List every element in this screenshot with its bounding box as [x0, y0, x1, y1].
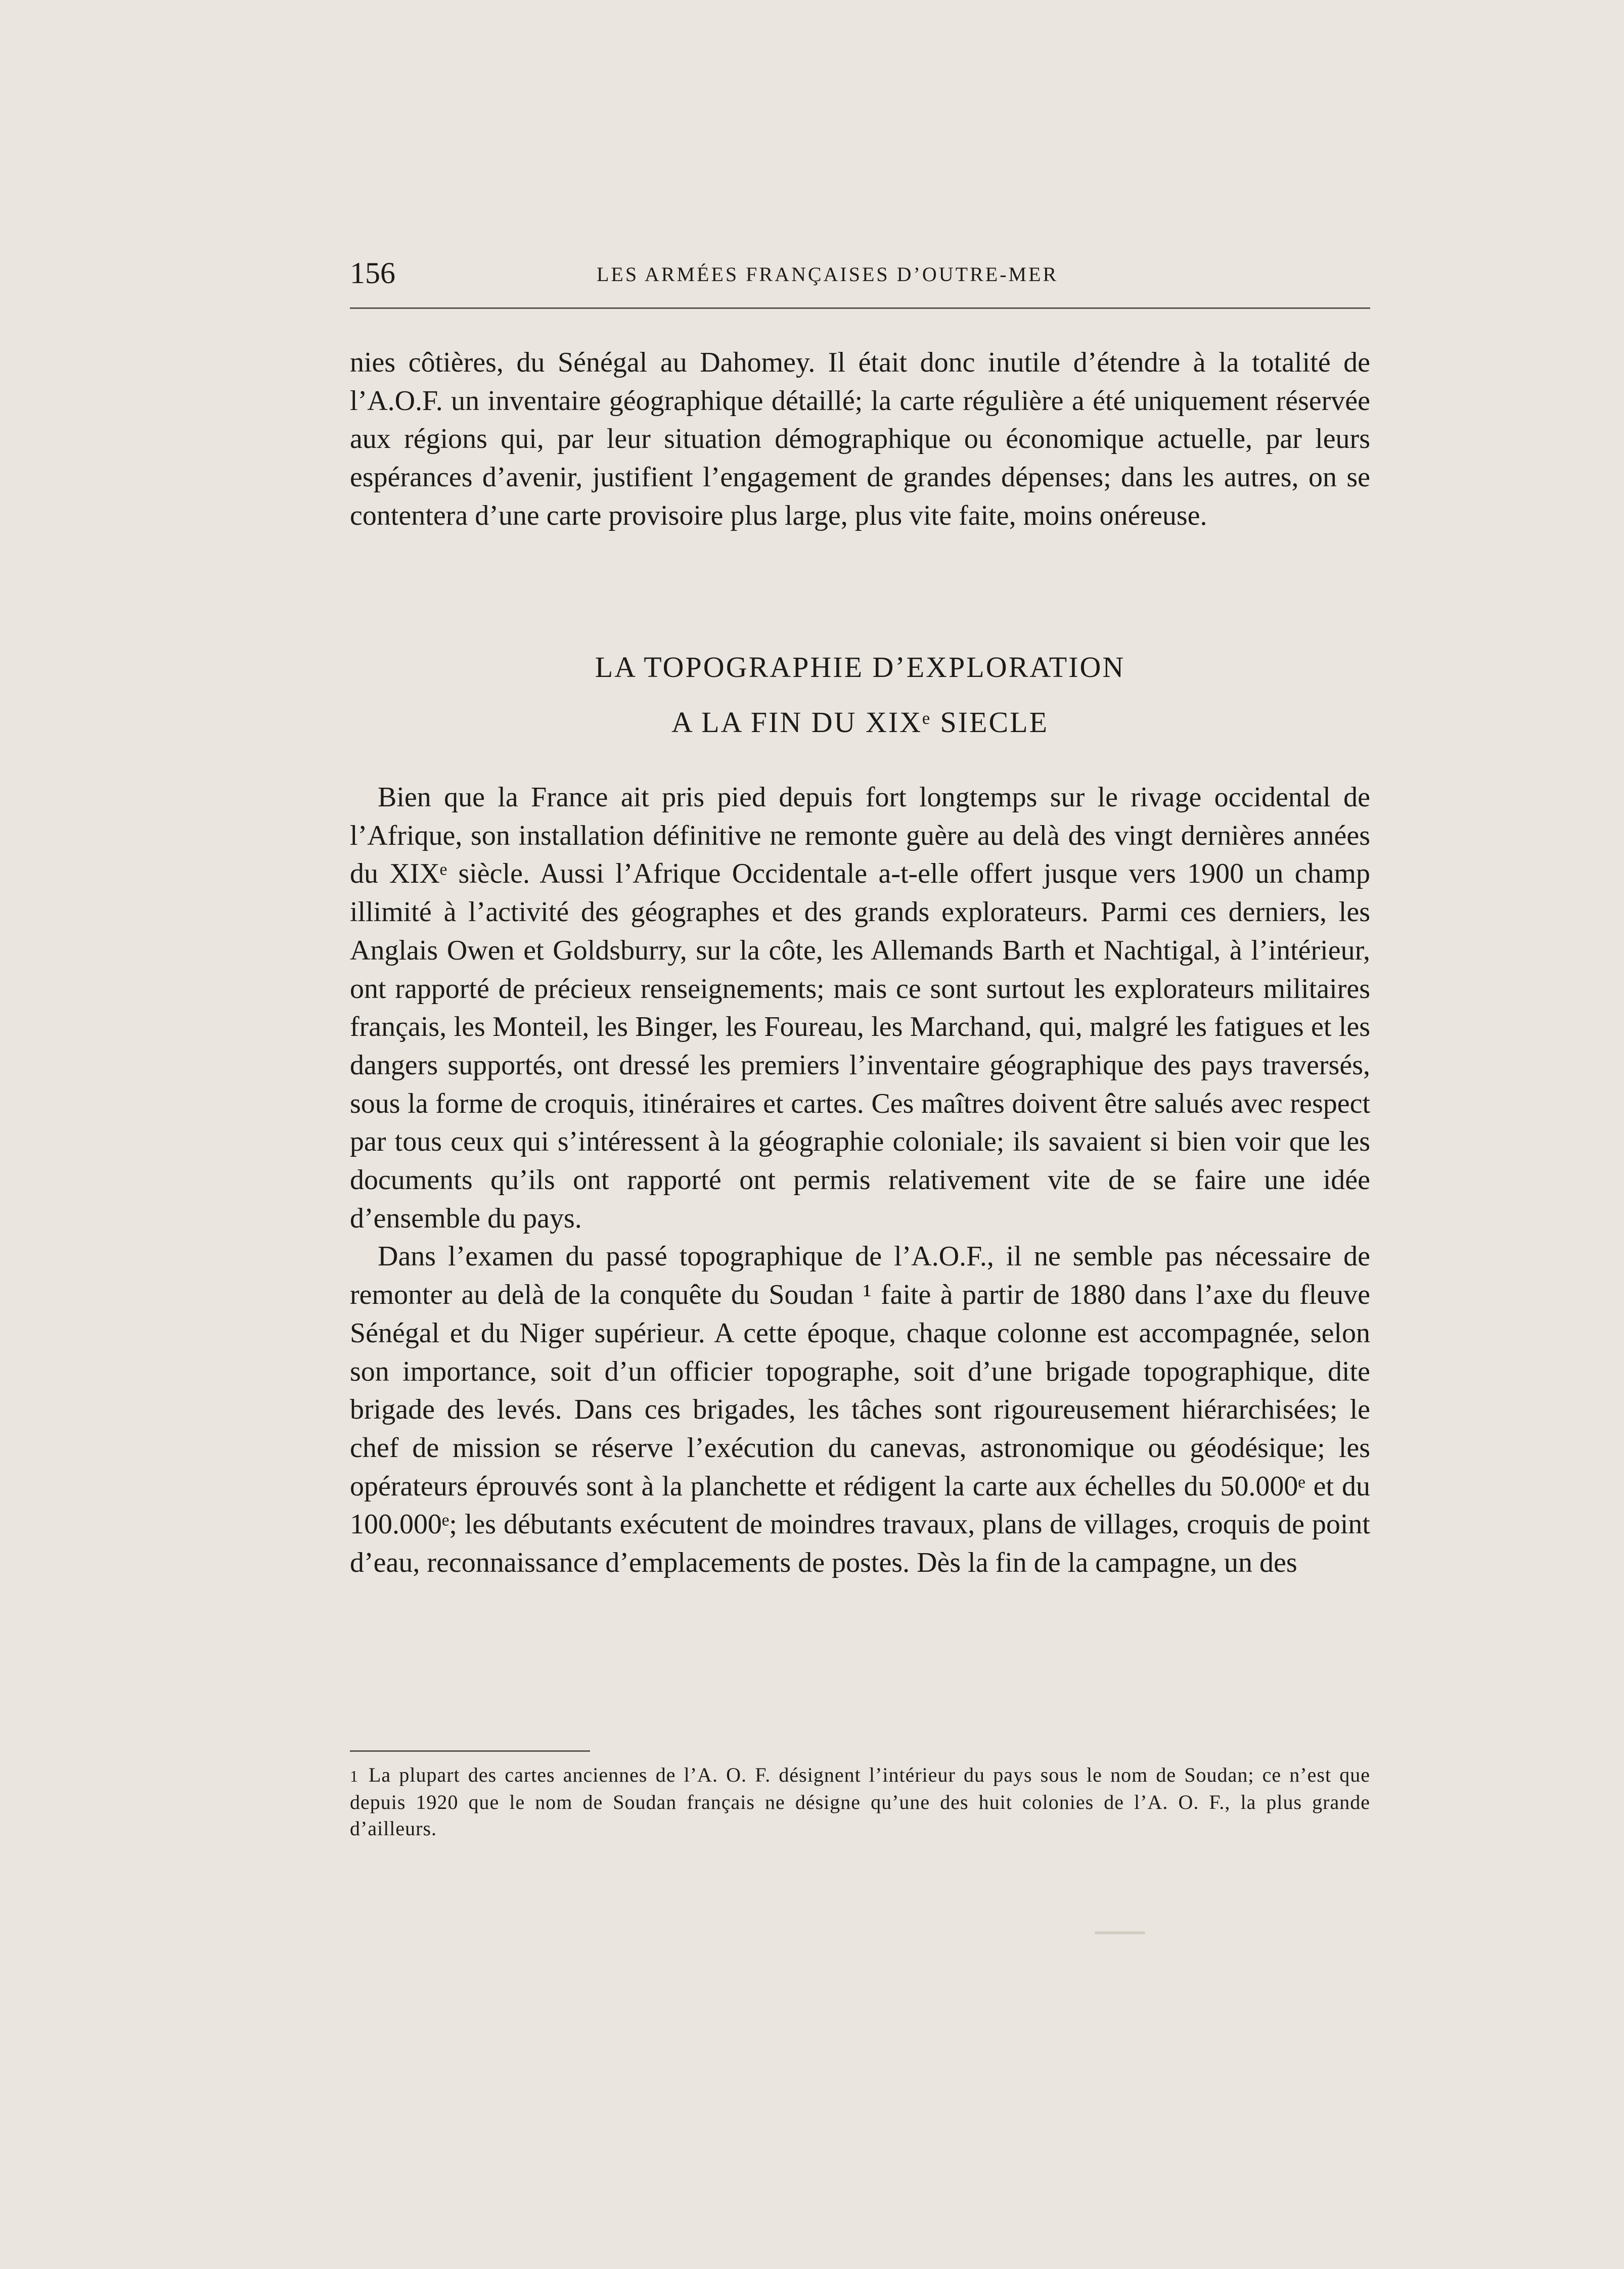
footnote-text: La plupart des cartes anciennes de l’A. O. F. désignent l’intérieur du pays sous le nom de Soudan; ce n’est que depuis 1920 que le nom de Soudan français ne désigne qu’une des huit colonies de l’A. O. F., la plus grande d’ailleurs.	[350, 1763, 1370, 1840]
page-number: 156	[350, 256, 395, 290]
paragraph: Dans l’examen du passé topographique de l’A.O.F., il ne semble pas nécessaire de remonter au delà de la conquête du Soudan ¹ faite à partir de 1880 dans l’axe du fleuve Sénégal et du Niger supérieur. A cette époque, chaque colonne est accompagnée, selon son importance, soit d’un officier topographe, soit d’une brigade topographique, dite brigade des levés. Dans ces brigades, les tâches sont rigoureusement hiérarchisées; le chef de mission se réserve l’exécution du canevas, astronomique ou géodésique; les opérateurs éprouvés sont à la planchette et rédigent la carte aux échelles du 50.000ᵉ et du 100.000ᵉ; les débutants exécutent de moindres travaux, plans de villages, croquis de point d’eau, reconnaissance d’emplacements de postes. Dès la fin de la campagne, un des	[350, 1241, 1370, 1579]
section-title-line-2: A LA FIN DU XIXᵉ SIECLE	[671, 706, 1049, 739]
section-body	[350, 779, 1370, 1582]
intro-paragraph-block	[350, 344, 1370, 535]
intro-paragraph: nies côtières, du Sénégal au Dahomey. Il était donc inutile d’étendre à la totalité de l’A.O.F. un inventaire géographique détaillé; la carte régulière a été uniquement réservée aux régions qui, par leur situation démographique ou économique actuelle, par leurs espérances d’avenir, justifient l’engagement de grandes dépenses; dans les autres, on se contentera d’une carte provisoire plus large, plus vite faite, moins onéreuse.	[350, 347, 1370, 531]
footnote	[350, 1762, 1370, 1842]
running-head	[350, 255, 1370, 291]
section-title-line-1: LA TOPOGRAPHIE D’EXPLORATION	[595, 651, 1125, 684]
footnote-marker: 1	[350, 1767, 358, 1785]
paragraph: Bien que la France ait pris pied depuis fort longtemps sur le rivage occidental de l’Afrique, son installation définitive ne remonte guère au delà des vingt dernières années du XIXᵉ siècle. Aussi l’Afrique Occidentale a-t-elle offert jusque vers 1900 un champ illimité à l’activité des géographes et des grands explorateurs. Parmi ces derniers, les Anglais Owen et Goldsburry, sur la côte, les Allemands Barth et Nachtigal, à l’intérieur, ont rapporté de précieux renseignements; mais ce sont surtout les explorateurs militaires français, les Monteil, les Binger, les Foureau, les Marchand, qui, malgré les fatigues et les dangers supportés, ont dressé les premiers l’inventaire géographique des pays traversés, sous la forme de croquis, itinéraires et cartes. Ces maîtres doivent être salués avec respect par tous ceux qui s’intéressent à la géographie coloniale; ils savaient si bien voir que les documents qu’ils ont rapporté ont permis relativement vite de se faire une idée d’ensemble du pays.	[350, 782, 1370, 1234]
running-title: LES ARMÉES FRANÇAISES D’OUTRE-MER	[597, 263, 1059, 286]
footnote-rule	[350, 1750, 590, 1752]
header-rule	[350, 307, 1370, 309]
paper-smudge	[1095, 1931, 1145, 1934]
